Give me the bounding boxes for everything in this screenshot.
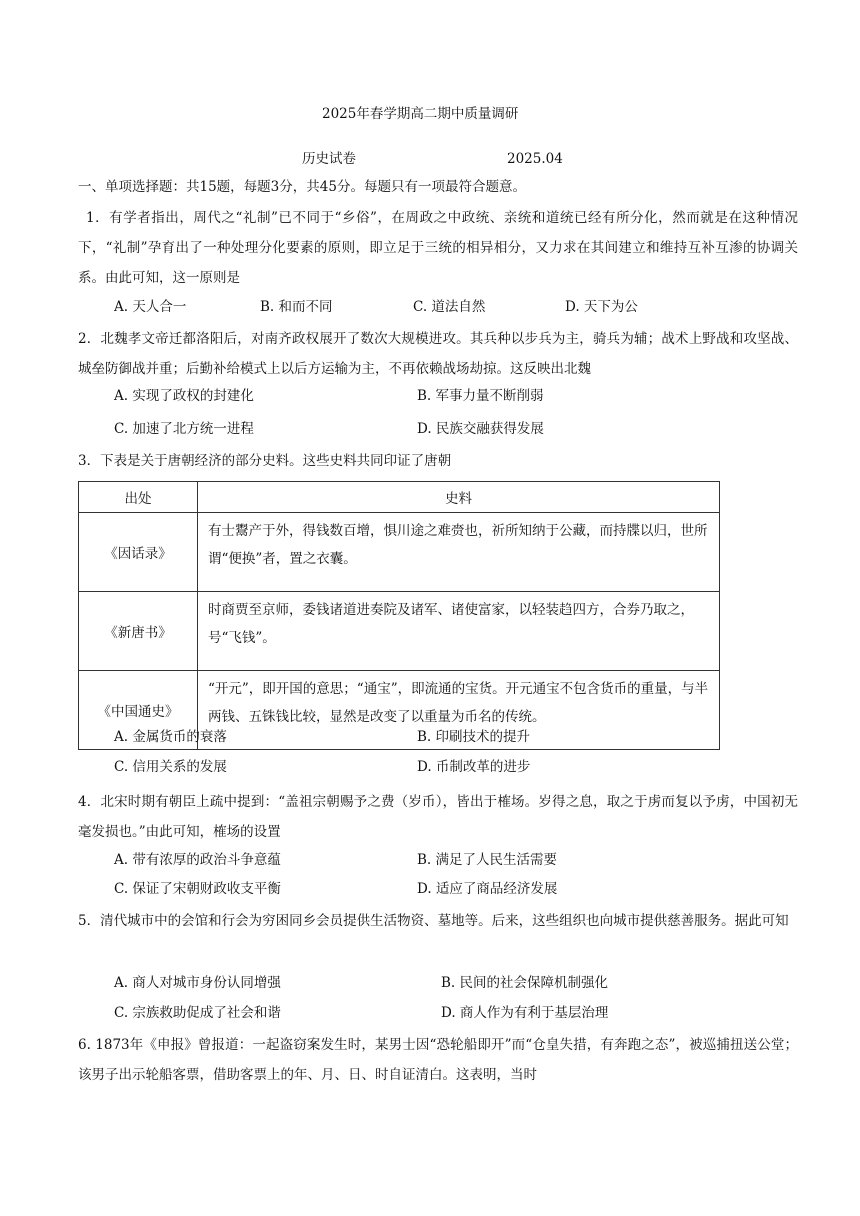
table-cell-text: “开元”，即开国的意思；“通宝”，即流通的宝货。开元通宝不包含货币的重量，与半两钱、五铢钱比较，显然是改变了以重量为币名的传统。	[198, 671, 720, 750]
table-cell-source: 《中国通史》	[79, 671, 198, 750]
q4-option-d: D. 适应了商品经济发展	[417, 881, 558, 897]
exam-title: 2025年春学期高二期中质量调研	[322, 106, 519, 122]
q2-option-d: D. 民族交融获得发展	[417, 421, 544, 437]
q5-option-b: B. 民间的社会保障机制强化	[441, 975, 609, 991]
q2-option-b: B. 军事力量不断削弱	[417, 388, 544, 404]
q5-option-a: A. 商人对城市身份认同增强	[114, 975, 281, 991]
table-row	[79, 592, 720, 671]
q3-option-b: B. 印刷技术的提升	[417, 729, 531, 745]
section-heading: 一、单项选择题：共15题，每题3分，共45分。每题只有一项最符合题意。	[78, 179, 526, 195]
q5-option-c: C. 宗族救助促成了社会和谐	[114, 1005, 281, 1021]
question-2-stem: 2．北魏孝文帝迁都洛阳后，对南齐政权展开了数次大规模进攻。其兵种以步兵为主，骑兵为辅；战术上野战和攻坚战、城垒防御战并重；后勤补给模式上以后方运输为主，不再依赖战场劫掠。这反映出北魏	[78, 331, 798, 377]
table-header-source: 出处	[79, 482, 198, 513]
q1-option-d: D. 天下为公	[565, 299, 638, 315]
table-header-row	[79, 482, 720, 513]
q5-option-d: D. 商人作为有利于基层治理	[441, 1005, 609, 1021]
q3-option-a: A. 金属货币的衰落	[114, 729, 227, 745]
table-row	[79, 513, 720, 592]
exam-date: 2025.04	[507, 151, 563, 167]
q4-option-a: A. 带有浓厚的政治斗争意蕴	[114, 852, 281, 868]
exam-subject: 历史试卷	[302, 151, 356, 167]
table-cell-source: 《因话录》	[79, 513, 198, 592]
question-1-stem: 1．有学者指出，周代之“礼制”已不同于“乡俗”，在周政之中政统、亲统和道统已经有所分化，然而就是在这种情况下，“礼制”孕育出了一种处理分化要素的原则，即立足于三统的相异相分，又力求在其间建立和维持互补互渗的协调关系。由此可知，这一原则是	[78, 210, 798, 286]
q4-option-b: B. 满足了人民生活需要	[417, 852, 558, 868]
table-cell-text: 时商贾至京师，委钱诸道进奏院及诸军、诸使富家，以轻装趋四方，合券乃取之，号“飞钱”。	[198, 592, 720, 671]
q4-option-c: C. 保证了宋朝财政收支平衡	[114, 881, 281, 897]
table-cell-source: 《新唐书》	[79, 592, 198, 671]
question-4-stem: 4．北宋时期有朝臣上疏中提到：“盖祖宗朝赐予之费（岁币），皆出于榷场。岁得之息，取之于虏而复以予虏，中国初无毫发损也。”由此可知，榷场的设置	[78, 794, 798, 840]
table-cell-text: 有士鬻产于外，得钱数百增，惧川途之难赍也，祈所知纳于公藏，而持牒以归，世所谓“便换”者，置之衣囊。	[198, 513, 720, 592]
q1-option-a: A. 天人合一	[114, 299, 187, 315]
q2-option-c: C. 加速了北方统一进程	[114, 421, 254, 437]
q1-option-b: B. 和而不同	[260, 299, 333, 315]
q1-option-c: C. 道法自然	[413, 299, 486, 315]
table-header-text: 史料	[198, 482, 720, 513]
question-3-stem: 3．下表是关于唐朝经济的部分史料。这些史料共同印证了唐朝	[78, 453, 452, 469]
q2-option-a: A. 实现了政权的封建化	[114, 388, 254, 404]
source-table	[78, 481, 720, 750]
q3-option-c: C. 信用关系的发展	[114, 759, 227, 775]
q3-option-d: D. 币制改革的进步	[417, 759, 531, 775]
question-5-stem: 5．清代城市中的会馆和行会为穷困同乡会员提供生活物资、墓地等。后来，这些组织也向城市提供慈善服务。据此可知	[78, 913, 789, 929]
question-6-stem: 6. 1873年《申报》曾报道：一起盗窃案发生时，某男士因“恐轮船即开”而“仓皇失措，有奔跑之态”，被巡捕扭送公堂；该男子出示轮船客票，借助客票上的年、月、日、时自证清白。这表明，当时	[78, 1037, 798, 1083]
